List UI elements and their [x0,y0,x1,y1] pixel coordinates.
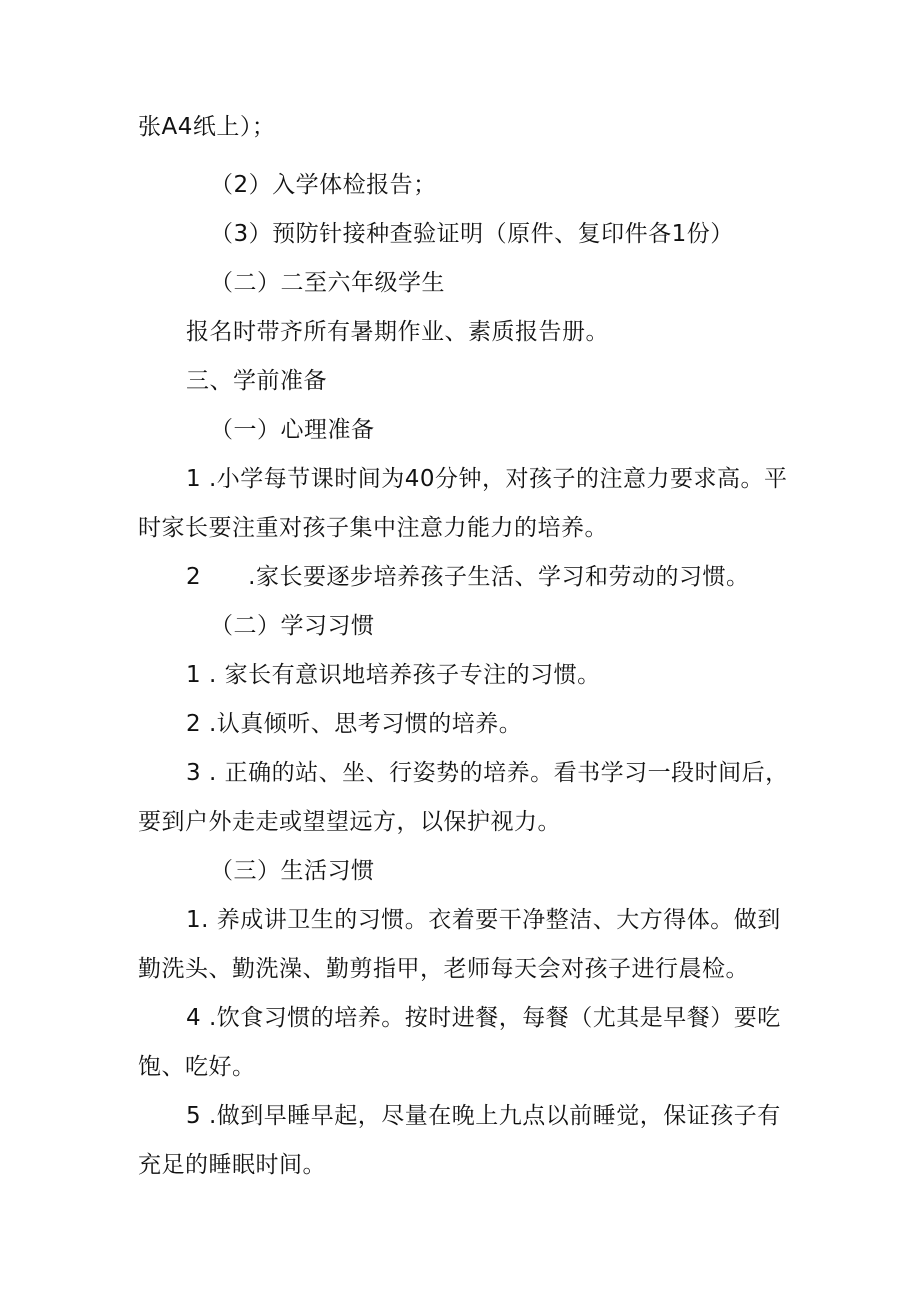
text-line: 张A4纸上）； [138,114,276,140]
chapter-heading: 三、学前准备 [186,368,327,394]
section-heading: （二）学习习惯 [210,613,375,639]
text-line: 时家长要注重对孩子集中注意力能力的培养。 [138,515,608,541]
text-line: 饱、吃好。 [138,1054,256,1080]
section-heading: （三）生活习惯 [210,858,375,884]
text-line: 3 . 正确的站、坐、行姿势的培养。看书学习一段时间后， [186,760,789,786]
text-line: （2）入学体检报告； [210,172,437,198]
text-line: 5 .做到早睡早起，尽量在晚上九点以前睡觉，保证孩子有 [186,1103,781,1129]
section-heading: （二）二至六年级学生 [210,270,445,296]
text-line: 勤洗头、勤洗澡、勤剪指甲，老师每天会对孩子进行晨检。 [138,956,749,982]
text-line: 1. 养成讲卫生的习惯。衣着要干净整洁、大方得体。做到 [186,907,781,933]
text-line: 1 . 家长有意识地培养孩子专注的习惯。 [186,662,601,688]
text-line: （3）预防针接种查验证明（原件、复印件各1份） [210,221,734,247]
text-line: 4 .饮食习惯的培养。按时进餐，每餐（尤其是早餐）要吃 [186,1005,781,1031]
text-line: 2 .家长要逐步培养孩子生活、学习和劳动的习惯。 [186,564,750,590]
text-line: 1 .小学每节课时间为40分钟，对孩子的注意力要求高。平 [186,466,788,492]
text-line: 报名时带齐所有暑期作业、素质报告册。 [186,319,609,345]
text-line: 充足的睡眠时间。 [138,1152,326,1178]
text-line: 2 .认真倾听、思考习惯的培养。 [186,711,523,737]
text-line: 要到户外走走或望望远方，以保护视力。 [138,809,561,835]
section-heading: （一）心理准备 [210,417,375,443]
